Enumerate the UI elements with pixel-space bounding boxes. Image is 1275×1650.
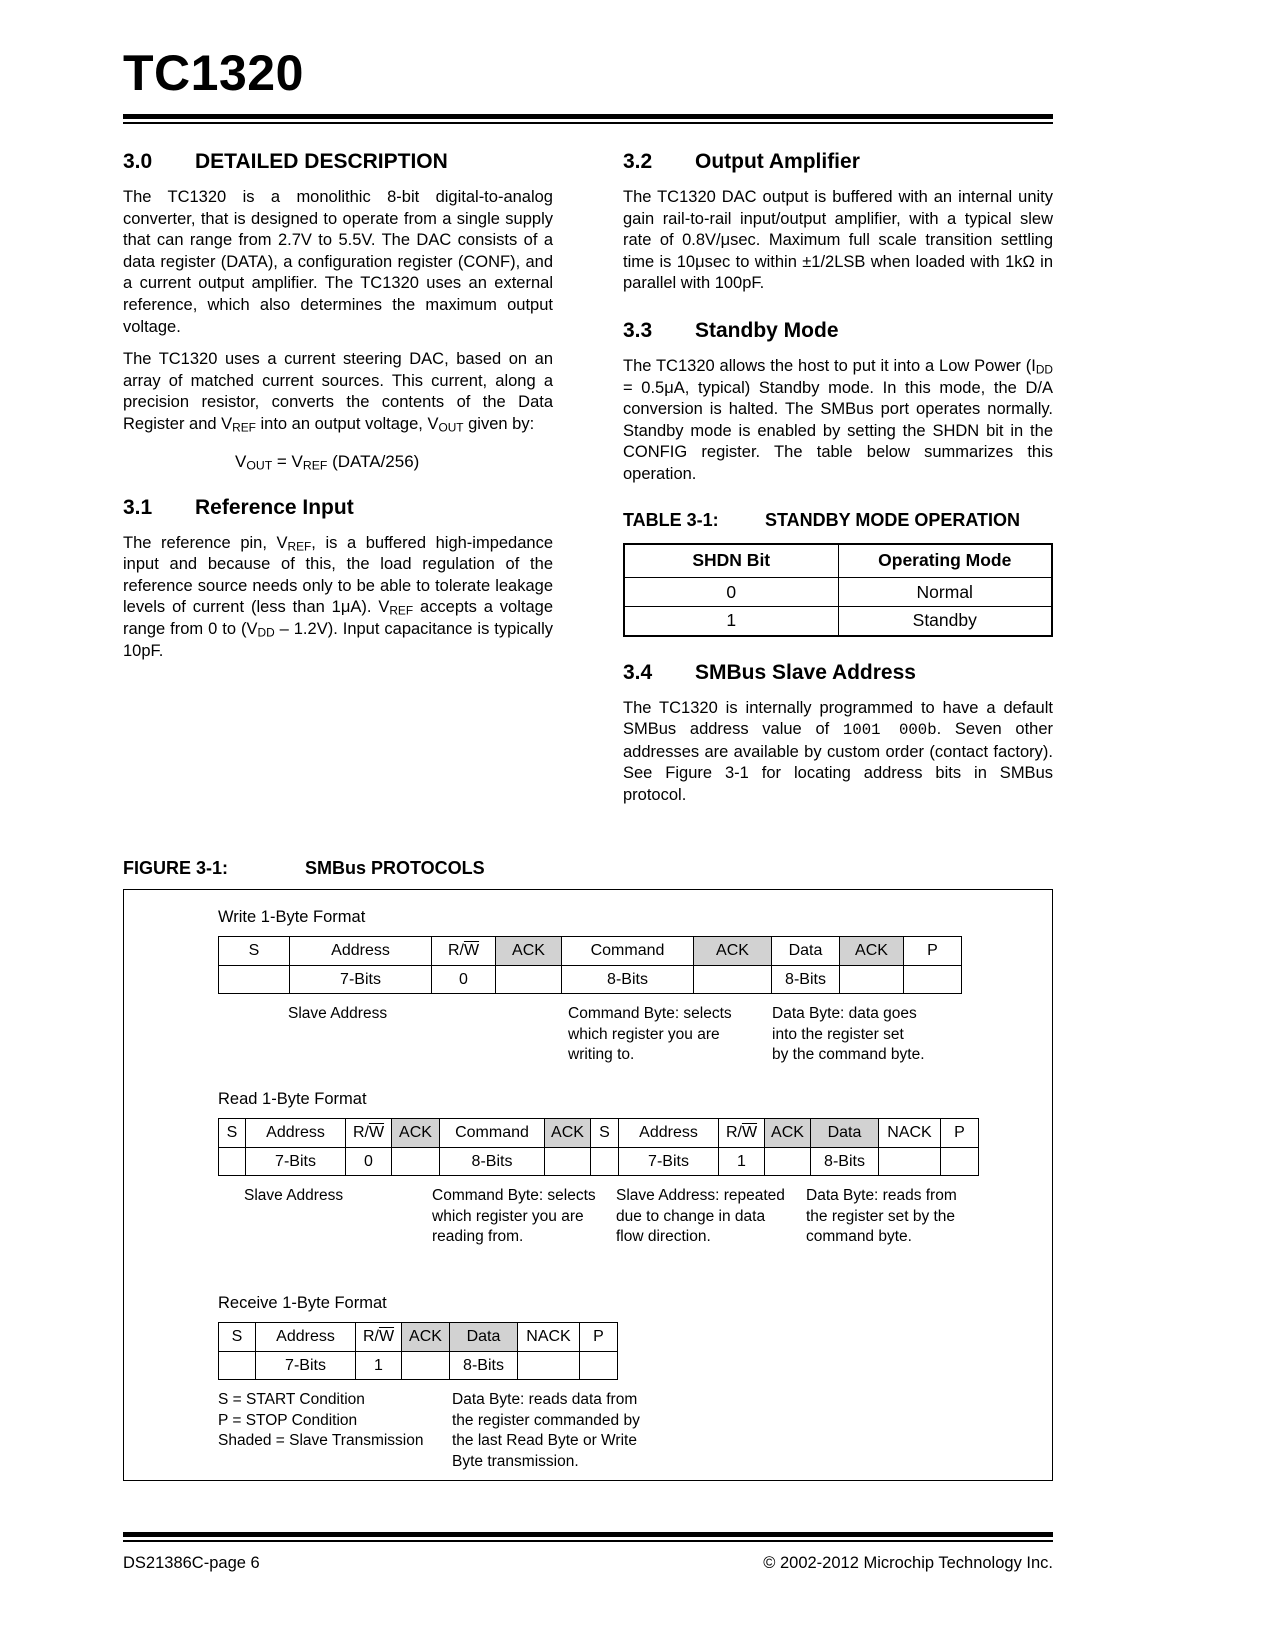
protocol-cell: P <box>941 1118 979 1148</box>
protocol-cell: Data <box>772 936 840 966</box>
figure-note: Slave Address <box>244 1187 344 1204</box>
table-cell: 0 <box>624 578 838 607</box>
section-title: Output Amplifier <box>695 150 860 173</box>
vout-equation: $V_{OUT} = V_{REF}$ (DATA/256) <box>235 451 420 473</box>
protocol-bits-cell: 8-Bits <box>562 966 694 994</box>
protocol-bits-cell <box>218 1352 256 1380</box>
footer-rule <box>123 1532 1053 1542</box>
protocol-label-row <box>218 1118 979 1148</box>
receive-format-title: Receive 1-Byte Format <box>218 1294 387 1312</box>
protocol-cell: Address <box>246 1118 346 1148</box>
protocol-cell: ACK <box>402 1322 450 1352</box>
section-title: DETAILED DESCRIPTION <box>195 150 448 173</box>
protocol-cell: S <box>218 936 290 966</box>
header-rule-thick <box>123 114 1053 119</box>
write-format-block <box>218 908 962 1063</box>
section-heading-3-1 <box>123 496 553 520</box>
protocol-cell: Command <box>440 1118 545 1148</box>
protocol-bits-cell <box>765 1148 811 1176</box>
right-column <box>623 150 1053 818</box>
protocol-label-row <box>218 1322 618 1352</box>
protocol-bits-cell: 1 <box>719 1148 765 1176</box>
protocol-bits-cell: 8-Bits <box>811 1148 879 1176</box>
protocol-bits-cell: 8-Bits <box>450 1352 518 1380</box>
table-caption-label: TABLE 3-1: <box>623 509 719 530</box>
protocol-cell: P <box>904 936 962 966</box>
section-heading-3-2 <box>623 150 1053 174</box>
table-caption-title: STANDBY MODE OPERATION <box>765 509 1021 530</box>
protocol-bits-cell: 8-Bits <box>440 1148 545 1176</box>
section-number: 3.3 <box>623 318 653 342</box>
section-number: 3.1 <box>123 495 153 519</box>
table-header-cell: SHDN Bit <box>624 544 838 578</box>
table-row <box>624 607 1052 636</box>
paragraph: The TC1320 allows the host to put it into a Low Power ($I_{DD} = 0.5\mu A$, typical) Standby mode. In this mode, the D/A conversion is halted. The SMBus port operates normally. Standby mode is enabled by setting the SHDN bit in the CONFIG register. The table below summarizes this operation. <box>623 356 1053 483</box>
footer-copyright: © 2002-2012 Microchip Technology Inc. <box>763 1554 1053 1572</box>
table-cell: Standby <box>838 607 1052 636</box>
figure-caption-label: FIGURE 3-1: <box>123 858 229 878</box>
protocol-cell: Address <box>290 936 432 966</box>
section-title: SMBus Slave Address <box>695 660 916 684</box>
table-header-cell: Operating Mode <box>838 544 1052 578</box>
protocol-cell: ACK <box>694 936 772 966</box>
read-protocol-table <box>218 1118 979 1176</box>
protocol-bits-cell <box>218 966 290 994</box>
figure-3-1-caption <box>123 858 1053 879</box>
protocol-cell: Data <box>450 1322 518 1352</box>
standby-mode-table <box>623 543 1053 637</box>
figure-caption-title: SMBus PROTOCOLS <box>305 858 485 878</box>
figure-note: Data Byte: reads data from the register commanded by the last Read Byte or Write Byte transmission. <box>452 1391 640 1470</box>
receive-format-block <box>218 1294 640 1470</box>
protocol-cell: NACK <box>879 1118 941 1148</box>
protocol-cell: Address <box>256 1322 356 1352</box>
figure-note: S = START Condition P = STOP Condition Shaded = Slave Transmission <box>218 1391 424 1449</box>
paragraph: The TC1320 DAC output is buffered with an internal unity gain rail-to-rail input/output amplifier, with a typical slew rate of 0.8V/μsec. Maximum full scale transition settling time is 10μsec to within ±1/2LSB when loaded with 1kΩ in parallel with 100pF. <box>623 188 1053 293</box>
protocol-bits-cell <box>218 1148 246 1176</box>
read-format-title: Read 1-Byte Format <box>218 1090 367 1108</box>
header-rule <box>123 114 1053 124</box>
footer-text-row <box>123 1554 1053 1573</box>
protocol-cell: ACK <box>392 1118 440 1148</box>
protocol-bits-cell: 0 <box>346 1148 392 1176</box>
protocol-cell: S <box>591 1118 619 1148</box>
protocol-cell: R/ $\overline{W}$ <box>356 1322 402 1352</box>
protocol-bits-cell <box>694 966 772 994</box>
left-column <box>123 150 553 673</box>
protocol-cell: P <box>580 1322 618 1352</box>
section-heading-3-4 <box>623 661 1053 685</box>
table-3-1-caption <box>623 510 1053 531</box>
protocol-cell: R/ $\overline{W}$ <box>719 1118 765 1148</box>
figure-note: Command Byte: selects which register you are reading from. <box>432 1187 596 1245</box>
protocol-label-row <box>218 936 962 966</box>
section-number: 3.2 <box>623 150 653 173</box>
figure-note: Slave Address <box>288 1005 388 1022</box>
protocol-bits-cell <box>941 1148 979 1176</box>
protocol-bits-cell <box>580 1352 618 1380</box>
section-number: 3.0 <box>123 150 153 173</box>
section-heading-3-3 <box>623 319 1053 343</box>
section-title: Standby Mode <box>695 318 839 342</box>
protocol-bits-row <box>218 1352 618 1380</box>
protocol-bits-cell: 8-Bits <box>772 966 840 994</box>
protocol-cell: R/ $\overline{W}$ <box>346 1118 392 1148</box>
protocol-cell: ACK <box>840 936 904 966</box>
page-title: TC1320 <box>123 45 304 101</box>
protocol-bits-cell <box>402 1352 450 1380</box>
protocol-bits-cell <box>879 1148 941 1176</box>
protocol-cell: R/ $\overline{W}$ <box>432 936 496 966</box>
protocol-cell: ACK <box>496 936 562 966</box>
read-format-block <box>218 1090 979 1245</box>
protocol-bits-cell <box>591 1148 619 1176</box>
table-cell: Normal <box>838 578 1052 607</box>
protocol-bits-row <box>218 1148 979 1176</box>
write-format-title: Write 1-Byte Format <box>218 908 366 926</box>
protocol-cell: ACK <box>545 1118 591 1148</box>
section-heading-3-0 <box>123 150 553 174</box>
table-row <box>624 578 1052 607</box>
protocol-bits-cell <box>518 1352 580 1380</box>
figure-note: Slave Address: repeated due to change in data flow direction. <box>616 1187 785 1245</box>
protocol-bits-cell: 1 <box>356 1352 402 1380</box>
protocol-bits-cell: 7-Bits <box>290 966 432 994</box>
protocol-bits-cell <box>392 1148 440 1176</box>
protocol-bits-cell <box>496 966 562 994</box>
protocol-cell: S <box>218 1322 256 1352</box>
table-cell: 1 <box>624 607 838 636</box>
section-title: Reference Input <box>195 495 354 519</box>
protocol-bits-cell: 7-Bits <box>246 1148 346 1176</box>
paragraph: The reference pin, $V_{REF}$, is a buffered high-impedance input and because of this, the load regulation of the reference source needs only to be able to tolerate leakage levels of current (less than 1μA). $V_{REF}$ accepts a voltage range from 0 to $(V_{DD} - 1.2V)$. Input capacitance is typically 10pF. <box>123 533 554 660</box>
protocol-bits-cell <box>840 966 904 994</box>
receive-protocol-table <box>218 1322 618 1380</box>
protocol-cell: NACK <box>518 1322 580 1352</box>
protocol-bits-cell: 7-Bits <box>619 1148 719 1176</box>
protocol-bits-cell: 0 <box>432 966 496 994</box>
figure-note: Command Byte: selects which register you are writing to. <box>568 1005 732 1063</box>
protocol-cell: Command <box>562 936 694 966</box>
two-column-body <box>123 150 1053 832</box>
protocol-cell: ACK <box>765 1118 811 1148</box>
footer-rule-thick <box>123 1532 1053 1537</box>
smbus-protocols-figure <box>123 889 1053 1481</box>
figure-note: Data Byte: data goes into the register set by the command byte. <box>772 1005 925 1063</box>
section-number: 3.4 <box>623 660 653 684</box>
protocol-cell: S <box>218 1118 246 1148</box>
header-rule-thin <box>123 122 1053 124</box>
footer-page-number: DS21386C-page 6 <box>123 1554 260 1572</box>
protocol-bits-cell <box>545 1148 591 1176</box>
paragraph: The TC1320 is internally programmed to have a default SMBus address value of 1001 000b. Seven other addresses are available by custom order (contact factory). See Figure 3-1 for locating address bits in SMBus protocol. <box>623 698 1053 804</box>
page-footer <box>123 1532 1053 1573</box>
protocol-bits-row <box>218 966 962 994</box>
paragraph: The TC1320 uses a current steering DAC, based on an array of matched current sources. This current, along a precision resistor, converts the contents of the Data Register and $V_{REF}$ into an output voltage, $V_{OUT}$ given by: <box>123 350 553 435</box>
protocol-bits-cell: 7-Bits <box>256 1352 356 1380</box>
table-header-row <box>624 544 1052 578</box>
footer-rule-thin <box>123 1540 1053 1542</box>
protocol-cell: Data <box>811 1118 879 1148</box>
figure-note: Data Byte: reads from the register set by the command byte. <box>806 1187 957 1245</box>
protocol-bits-cell <box>904 966 962 994</box>
protocol-cell: Address <box>619 1118 719 1148</box>
write-protocol-table <box>218 936 962 994</box>
paragraph: The TC1320 is a monolithic 8-bit digital-to-analog converter, that is designed to operate from a single supply that can range from 2.7V to 5.5V. The DAC consists of a data register (DATA), a configuration register (CONF), and a current output amplifier. The TC1320 uses an external reference, which also determines the maximum output voltage. <box>123 188 553 336</box>
